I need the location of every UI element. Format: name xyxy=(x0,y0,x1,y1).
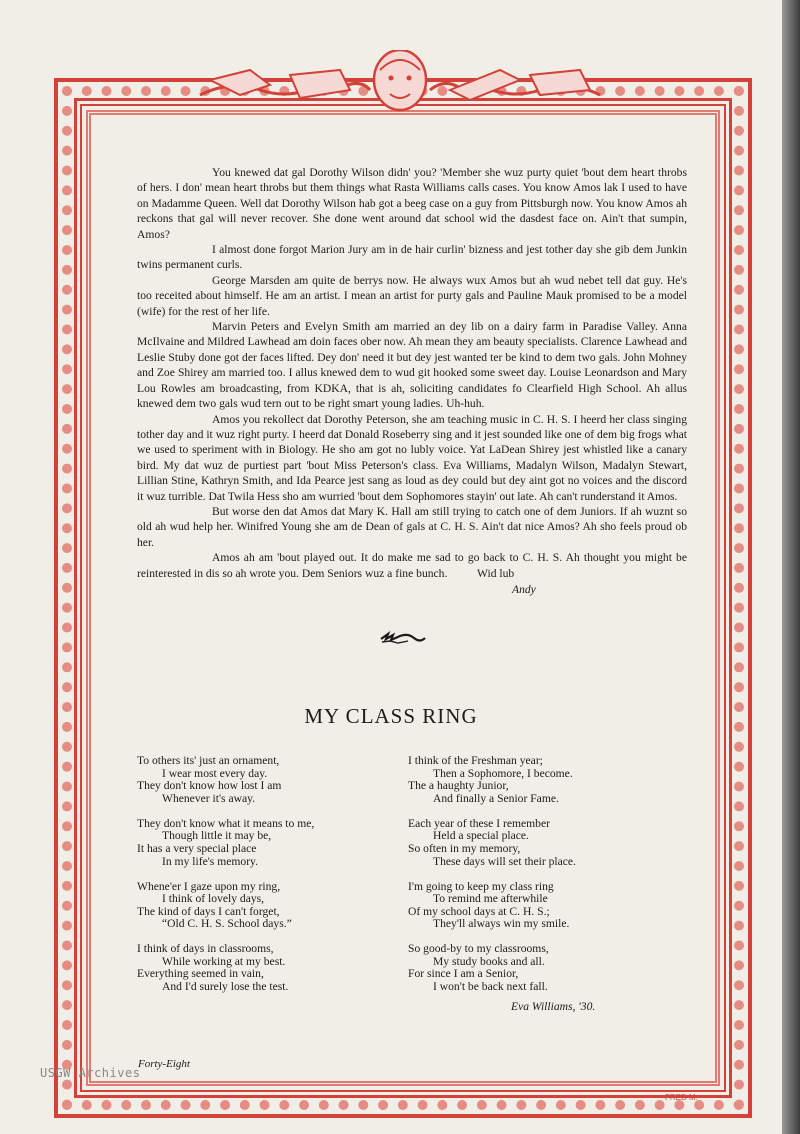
page-number: Forty-Eight xyxy=(138,1058,190,1070)
poem-line: I wear most every day. xyxy=(162,766,268,780)
archive-watermark: USGW Archives xyxy=(40,1066,141,1080)
poem-line: I think of the Freshman year; xyxy=(408,754,543,767)
poem-line: They'll always win my smile. xyxy=(433,917,570,931)
poem-stanza xyxy=(408,881,678,931)
letter-paragraph: I almost done forgot Marion Jury am in de hair curlin' bizness and jest tother day she gib dem Junkin twins permanent curls. xyxy=(137,243,687,272)
poem-line: In my life's memory. xyxy=(162,854,258,868)
poem-line: These days will set their place. xyxy=(433,854,576,868)
poem-line: Whenever it's away. xyxy=(162,791,256,805)
poem-line: The a haughty Junior, xyxy=(408,779,509,793)
poem-line: So often in my memory, xyxy=(408,841,521,855)
poem-title: MY CLASS RING xyxy=(304,704,478,728)
artist-mark: FRED M. xyxy=(665,1093,698,1102)
poem-left-column xyxy=(137,755,407,1006)
poem-stanza xyxy=(137,755,407,805)
poem-line: Everything seemed in vain, xyxy=(137,967,264,981)
poem-line: I'm going to keep my class ring xyxy=(408,879,554,893)
poem-line: I think of lovely days, xyxy=(162,892,265,906)
poem-line: Whene'er I gaze upon my ring, xyxy=(137,879,281,893)
poem-line: So good-by to my classrooms, xyxy=(408,942,549,956)
letter-paragraph: Amos you rekollect dat Dorothy Peterson, she am teaching music in C. H. S. I heerd her class singing tother day and it wuz right purty. I heerd dat Donald Roseberry sing and it jest sounded like one of dem big frogs what we used to speriment with in Biology. He sho am got no lubly voice. Yat LaDean Shirey jest whistled like a canary bird. My dat wuz de purtiest part 'bout Miss Peterson's class. Eva Williams, Madalyn Wilson, Madalyn Stewart, Lillian Stine, Kathryn Smith, and Ida Pearce jest sang as loud as dey could but dey aint got no voices and the discord it wuz turrible. Dat Twila Hess sho am wurried 'bout dem Sophomores stayin' out late. Ah can't runderstand it Amos. xyxy=(137,412,687,503)
poem-line: The kind of days I can't forget, xyxy=(137,904,280,918)
poem-stanza xyxy=(408,818,678,868)
letter-body xyxy=(137,165,687,581)
ribbon-crest-ornament xyxy=(190,50,610,120)
poem-line: For since I am a Senior, xyxy=(408,967,519,981)
poem-line: To remind me afterwhile xyxy=(433,892,548,906)
poem-author: Eva Williams, '30. xyxy=(511,1000,596,1013)
poem-line: Then a Sophomore, I become. xyxy=(433,766,573,780)
book-spine-shadow xyxy=(782,0,800,1134)
poem-line: While working at my best. xyxy=(162,954,286,968)
poem-stanza xyxy=(408,943,678,993)
letter-paragraph: Amos ah am 'bout played out. It do make me sad to go back to C. H. S. Ah thought you might be reinterested in dis so ah wrote you. Dem Seniors wuz a fine bunch. xyxy=(137,551,687,580)
poem-stanza xyxy=(137,881,407,931)
letter-paragraph: You knewed dat gal Dorothy Wilson didn' you? 'Member she wuz purty quiet 'bout dem heart throbs of hers. I don' mean heart throbs but them things what Rasta Williams calls cases. You know Amos lak I used to have on Madamme Queen. Well dat Dorothy Wilson hab got a beeg case on a guy from Pittsburgh now. You know Amos ah reckons that gal will never recover. She done went around dat school wid the dasdest face on. Ain't that sumpin, Amos? xyxy=(137,166,687,241)
poem-line: They don't know how lost I am xyxy=(137,779,282,793)
letter-closing: Wid lub xyxy=(477,567,515,580)
poem-line: To others its' just an ornament, xyxy=(137,754,280,767)
poem-line: And finally a Senior Fame. xyxy=(433,791,559,805)
poem-stanza xyxy=(137,818,407,868)
poem-line: Of my school days at C. H. S.; xyxy=(408,904,550,918)
poem-line: They don't know what it means to me, xyxy=(137,816,315,830)
flourish-ornament-icon xyxy=(378,630,428,648)
letter-signature: Andy xyxy=(512,583,536,596)
poem-line: It has a very special place xyxy=(137,841,257,855)
poem-line: My study books and all. xyxy=(433,954,545,968)
poem-line: Though little it may be, xyxy=(162,829,272,843)
poem-stanza xyxy=(137,943,407,993)
poem-line: And I'd surely lose the test. xyxy=(162,980,289,994)
poem-line: “Old C. H. S. School days.” xyxy=(162,917,292,931)
poem-line: I won't be back next fall. xyxy=(433,980,548,994)
letter-paragraph: But worse den dat Amos dat Mary K. Hall am still trying to catch one of dem Juniors. If ah wuznt so old ah wud help her. Winifred Young she am de Dean of gals at C. H. S. Ain't dat nice Amos? Ah sho feels proud ob her. xyxy=(137,504,687,549)
letter-paragraph: George Marsden am quite de berrys now. He always wux Amos but ah wud nebet tell dat guy. He's too receited about himself. He am an artist. I mean an artist for purty gals and Pauline Mauk promised to be a model (wife) for the rest of her life. xyxy=(137,273,687,318)
poem-stanza xyxy=(408,755,678,805)
poem-line: Each year of these I remember xyxy=(408,816,550,830)
letter-paragraph: Marvin Peters and Evelyn Smith am married an dey lib on a dairy farm in Paradise Valley. Anna McIlvaine and Mildred Lawhead am doin faces ober now. Ah mean they am beauty specialists. Clarence Lawhead and Leslie Stuby done got der faces lifted. Dey don' need it but dey jest wanted ter be kind to dem two gals. John Mohney and Zoe Shirey am married too. I allus knewed dem to wud git hooked some sweet day. Louise Leonardson and Mary Lou Rowles am broadcasting, from KDKA, that is ah, soliciting candidates fo Clearfield High School. Ah allus knewed dem two gals wud tern out to be right smart young ladies. Uh-huh. xyxy=(137,320,687,411)
poem-line: Held a special place. xyxy=(433,829,529,843)
poem-line: I think of days in classrooms, xyxy=(137,942,274,956)
poem-right-column xyxy=(408,755,678,1006)
